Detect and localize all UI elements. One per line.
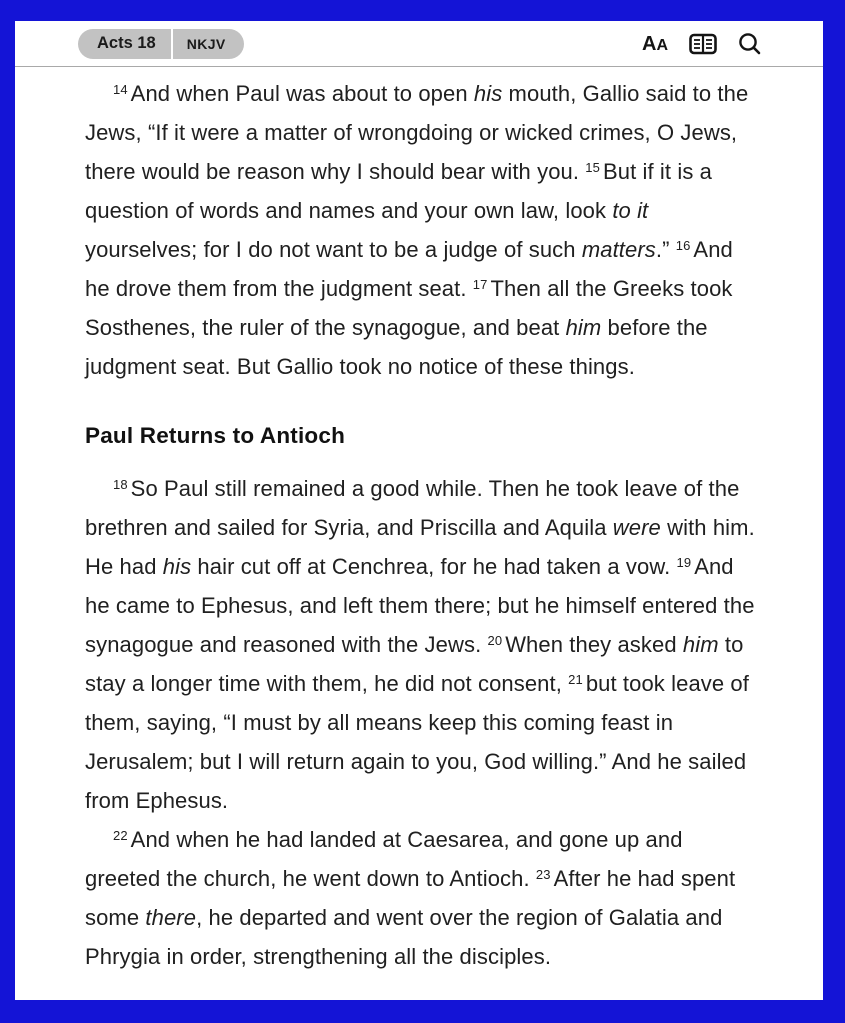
italic-word: his [473, 81, 503, 106]
version-button[interactable]: NKJV [173, 29, 244, 59]
italic-word: were [612, 515, 661, 540]
verse-number: 19 [676, 555, 692, 570]
search-icon[interactable] [738, 32, 761, 55]
verse-number: 15 [585, 160, 600, 175]
italic-word: matters [581, 237, 656, 262]
verse-number: 20 [487, 633, 503, 648]
verse-paragraph[interactable]: $^{14}$ And when Paul was about to open his mouth, Gallio said to the Jews, “If it were a matter of wrongdoing or wicked crimes, O Jews, there would be reason why I should bear with you. $^{15}$ But if it is a question of words and names and your own law, look to it yourselves; for I do not want to be a judge of such matters.” $^{16}$ And he drove them from the judgment seat. $^{17}$ Then all the Greeks took Sosthenes, the ruler of the synagogue, and beat him before the judgment seat. But Gallio took no notice of these things. [85, 81, 749, 379]
verse-paragraph[interactable]: $^{18}$ So Paul still remained a good while. Then he took leave of the brethren and sailed for Syria, and Priscilla and Aquila were with him. He had his hair cut off at Cenchrea, for he had taken a vow. $^{19}$ And he came to Ephesus, and left them there; but he himself entered the synagogue and reasoned with the Jews. $^{20}$ When they asked him to stay a longer time with them, he did not consent, $^{21}$ but took leave of them, saying, “I must by all means keep this coming feast in Jerusalem; but I will return again to you, God willing.” And he sailed from Ephesus. [85, 476, 755, 813]
reader-panel [15, 21, 823, 1000]
font-settings-icon[interactable]: A A [641, 32, 668, 55]
verse-number: 23 [535, 867, 551, 882]
italic-word: him [565, 315, 602, 340]
verse-number: 18 [113, 477, 128, 492]
italic-word: his [162, 554, 192, 579]
toolbar-icons [642, 32, 761, 55]
verse-number: 16 [675, 238, 691, 253]
italic-word: him [682, 632, 719, 657]
parallel-reading-icon[interactable] [689, 33, 717, 55]
scripture-content [15, 67, 823, 976]
verse-number: 22 [113, 828, 128, 843]
verse-paragraph[interactable]: $^{22}$ And when he had landed at Caesarea, and gone up and greeted the church, he went down to Antioch. $^{23}$ After he had spent some there, he departed and went over the region of Galatia and Phrygia in order, strengthening all the disciples. [85, 827, 736, 969]
chapter-version-control [78, 29, 244, 59]
italic-word: to it [612, 198, 649, 223]
book-chapter-button[interactable]: Acts 18 [78, 29, 171, 59]
section-heading: Paul Returns to Antioch [85, 423, 346, 448]
verse-number: 21 [568, 672, 583, 687]
italic-word: there [145, 905, 197, 930]
reader-toolbar [15, 21, 823, 67]
verse-number: 17 [472, 277, 488, 292]
verse-number: 14 [113, 82, 128, 97]
